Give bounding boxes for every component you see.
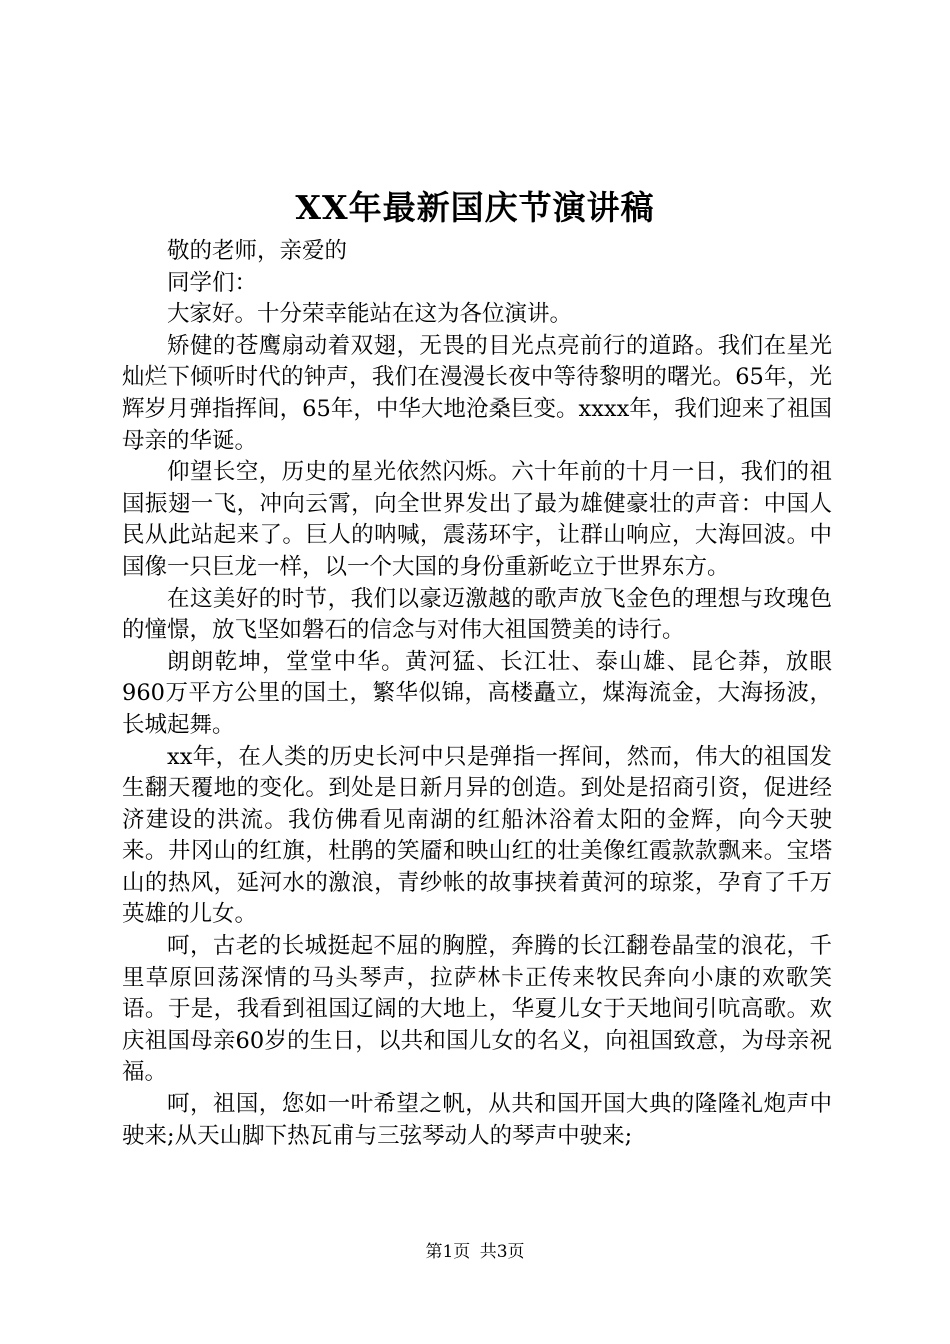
page-footer: 第1页 共3页 [425,1242,525,1262]
paragraph: 呵，祖国，您如一叶希望之帆，从共和国开国大典的隆隆礼炮声中驶来;从天山脚下热瓦甫与三弦琴动人的琴声中驶来; [122,1091,832,1149]
paragraph-greeting: 大家好。十分荣幸能站在这为各位演讲。 [167,301,573,328]
paragraph: 在这美好的时节，我们以豪迈激越的歌声放飞金色的理想与玫瑰色的憧憬，放飞坚如磐石的信念与对伟大祖国赞美的诗行。 [122,585,832,644]
paragraph: 矫健的苍鹰扇动着双翅，无畏的目光点亮前行的道路。我们在星光灿烂下倾听时代的钟声，我们在漫漫长夜中等待黎明的曙光。65年，光辉岁月弹指挥间，65年，中华大地沧桑巨变。xxxx年，我们迎来了祖国母亲的华诞。 [122,332,832,454]
paragraph: 仰望长空，历史的星光依然闪烁。六十年前的十月一日，我们的祖国振翅一飞，冲向云霄，向全世界发出了最为雄健豪壮的声音：中国人民从此站起来了。巨人的呐喊，震荡环宇，让群山响应，大海回波。中国像一只巨龙一样，以一个大国的身份重新屹立于世界东方。 [122,459,832,580]
paragraph-salutation-cont: 同学们： [167,269,258,296]
paragraph-salutation: 敬的老师，亲爱的 [167,238,348,264]
document-body [122,236,832,1152]
paragraph: 朗朗乾坤，堂堂中华。黄河猛、长江壮、泰山雄、昆仑莽，放眼960万平方公里的国土，繁华似锦，高楼矗立，煤海流金，大海扬波，长城起舞。 [122,648,832,738]
paragraph: xx年，在人类的历史长河中只是弹指一挥间，然而，伟大的祖国发生翻天覆地的变化。到处是日新月异的创造。到处是招商引资，促进经济建设的洪流。我仿佛看见南湖的红船沐浴着太阳的金辉，向今天驶来。井冈山的红旗，杜鹃的笑靥和映山红的壮美像红霞款款飘来。宝塔山的热风，延河水的激浪，青纱帐的故事挟着黄河的琼浆，孕育了千万英雄的儿女。 [122,743,832,928]
paragraph: 呵，古老的长城挺起不屈的胸膛，奔腾的长江翻卷晶莹的浪花，千里草原回荡深情的马头琴声，拉萨林卡正传来牧民奔向小康的欢歌笑语。于是，我看到祖国辽阔的大地上，华夏儿女于天地间引吭高歌。欢庆祖国母亲60岁的生日，以共和国儿女的名义，向祖国致意，为母亲祝福。 [122,933,832,1086]
document-title: XX年最新国庆节演讲稿 [295,188,655,227]
